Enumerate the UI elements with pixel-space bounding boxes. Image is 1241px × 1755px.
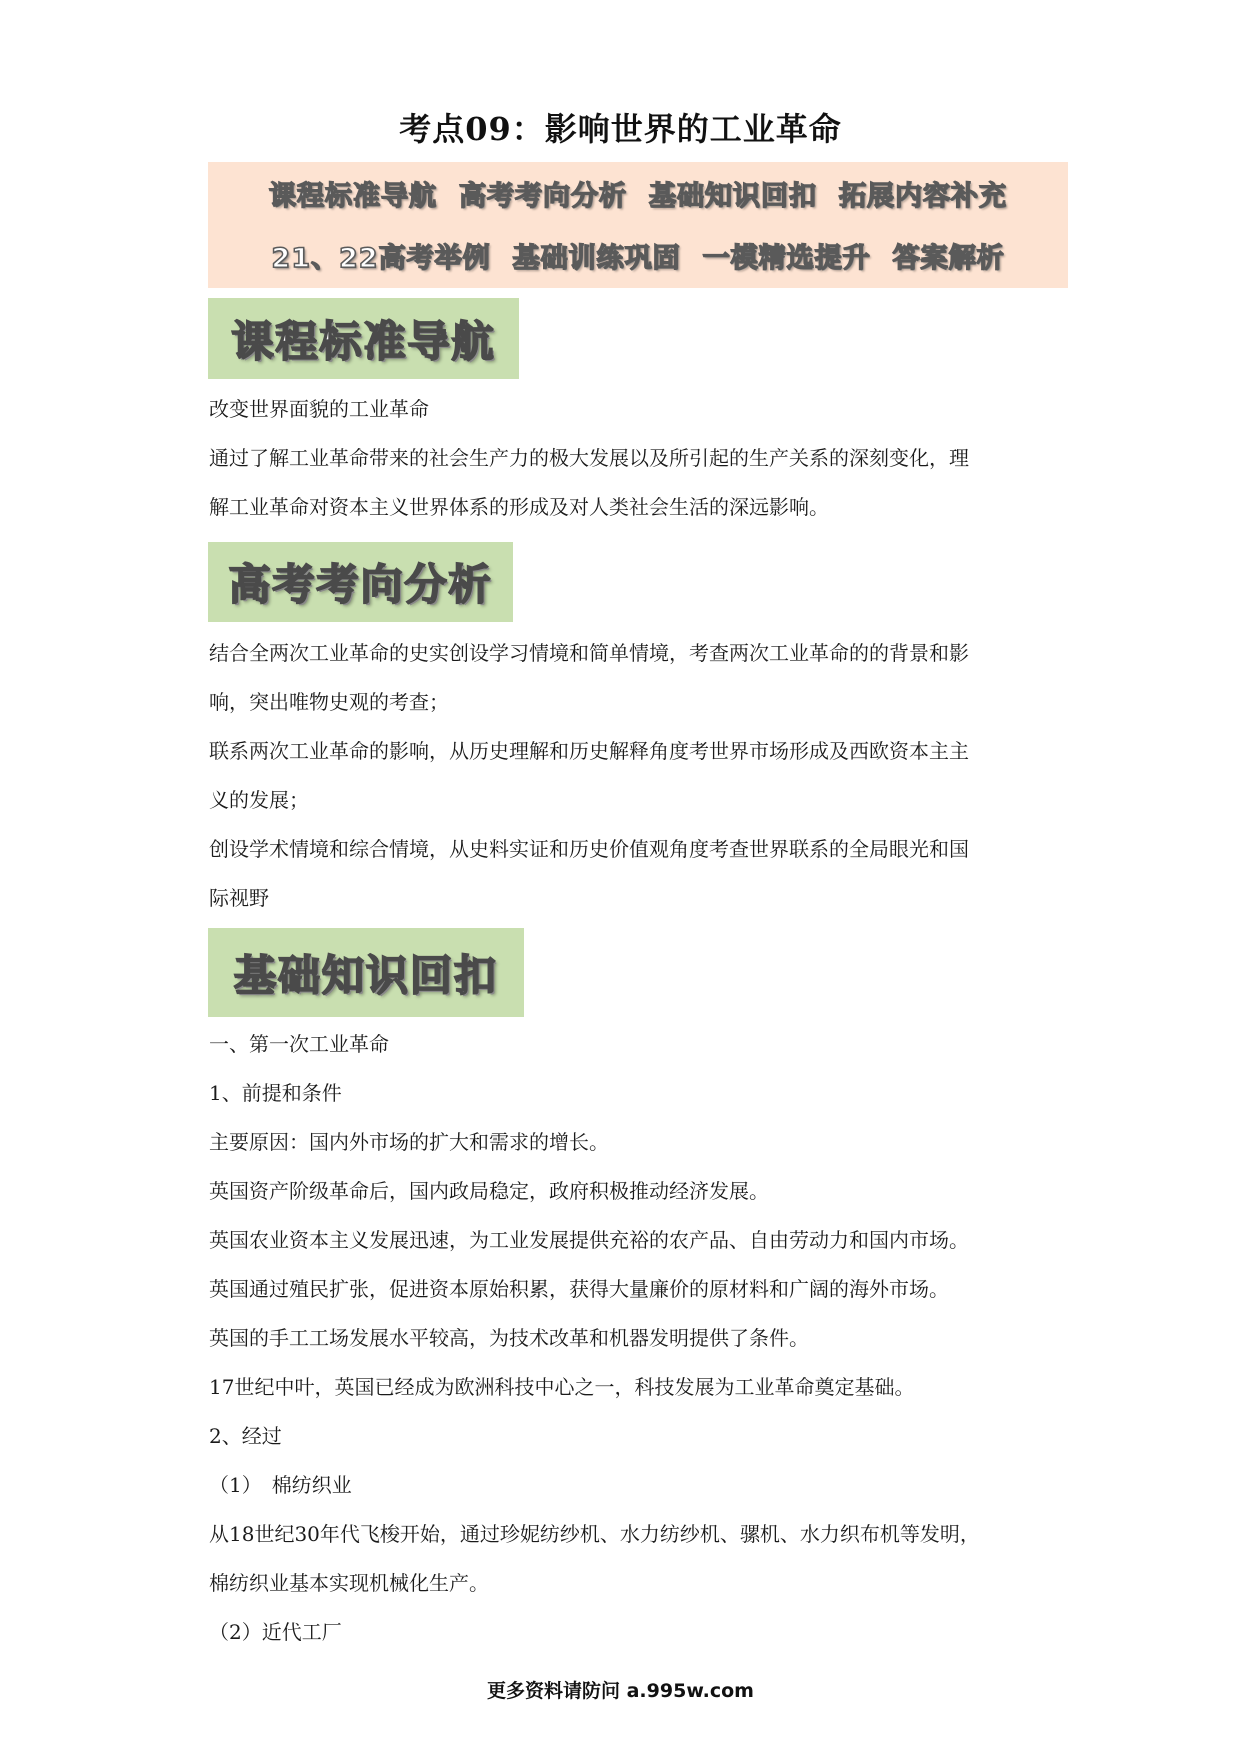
section-heading-analysis: 高考考向分析 (228, 560, 493, 609)
nav-link-answers[interactable]: 答案解析 (892, 243, 1005, 274)
nav-row-1 (208, 174, 1068, 213)
paragraph-line: 17世纪中叶，英国已经成为欧洲科技中心之一，科技发展为工业革命奠定基础。 (209, 1375, 915, 1399)
section-heading-basics: 基础知识回扣 (233, 950, 498, 1000)
paragraph-line: 际视野 (209, 886, 269, 910)
section-navigation (208, 162, 1068, 288)
paragraph-line: 解工业革命对资本主义世界体系的形成及对人类社会生活的深远影响。 (209, 495, 829, 519)
paragraph-line: 英国资产阶级革命后，国内政局稳定，政府积极推动经济发展。 (209, 1179, 769, 1203)
section-banner-basics (208, 928, 524, 1017)
paragraph-line: 英国通过殖民扩张，促进资本原始积累，获得大量廉价的原材料和广阔的海外市场。 (209, 1277, 949, 1301)
paragraph-line: 英国农业资本主义发展迅速，为工业发展提供充裕的农产品、自由劳动力和国内市场。 (209, 1228, 969, 1252)
paragraph-line: 英国的手工工场发展水平较高，为技术改革和机器发明提供了条件。 (209, 1326, 809, 1350)
page-title: 考点09：影响世界的工业革命 (399, 110, 842, 148)
paragraph-line: 响，突出唯物史观的考查； (209, 690, 449, 714)
paragraph-line: 一、第一次工业革命 (209, 1032, 389, 1056)
paragraph-line: 结合全两次工业革命的史实创设学习情境和简单情境，考查两次工业革命的的背景和影 (209, 641, 969, 665)
nav-link-exam-examples[interactable]: 21、22高考举例 (271, 243, 491, 274)
paragraph-line: 主要原因：国内外市场的扩大和需求的增长。 (209, 1130, 609, 1154)
section-banner-analysis (208, 542, 513, 622)
paragraph-line: 创设学术情境和综合情境，从史料实证和历史价值观角度考查世界联系的全局眼光和国 (209, 837, 969, 861)
nav-link-training[interactable]: 基础训练巩固 (512, 243, 681, 274)
paragraph-line: 义的发展； (209, 788, 309, 812)
paragraph-line: 联系两次工业革命的影响，从历史理解和历史解释角度考世界市场形成及西欧资本主主 (209, 739, 969, 763)
paragraph-line: （1） 棉纺织业 (209, 1473, 352, 1497)
paragraph-line: 改变世界面貌的工业革命 (209, 397, 429, 421)
paragraph-line: 棉纺织业基本实现机械化生产。 (209, 1571, 489, 1595)
nav-row-2 (208, 236, 1068, 275)
nav-link-analysis[interactable]: 高考考向分析 (459, 181, 627, 212)
paragraph-line: 2、经过 (209, 1424, 282, 1448)
section-heading-standard: 课程标准导航 (231, 316, 496, 366)
paragraph-line: 1、前提和条件 (209, 1081, 342, 1105)
footer-watermark-link[interactable]: 更多资料请防问 a.995w.com (487, 1680, 754, 1702)
nav-link-mock-selection[interactable]: 一模精选提升 (702, 243, 871, 274)
nav-link-standard[interactable]: 课程标准导航 (269, 181, 437, 212)
nav-link-basics[interactable]: 基础知识回扣 (649, 181, 817, 212)
paragraph-line: 通过了解工业革命带来的社会生产力的极大发展以及所引起的生产关系的深刻变化，理 (209, 446, 969, 470)
section-banner-standard (208, 298, 519, 379)
paragraph-line: 从18世纪30年代飞梭开始，通过珍妮纺纱机、水力纺纱机、骡机、水力织布机等发明， (209, 1522, 980, 1546)
paragraph-line: （2）近代工厂 (209, 1620, 342, 1644)
nav-link-extension[interactable]: 拓展内容补充 (839, 181, 1007, 212)
